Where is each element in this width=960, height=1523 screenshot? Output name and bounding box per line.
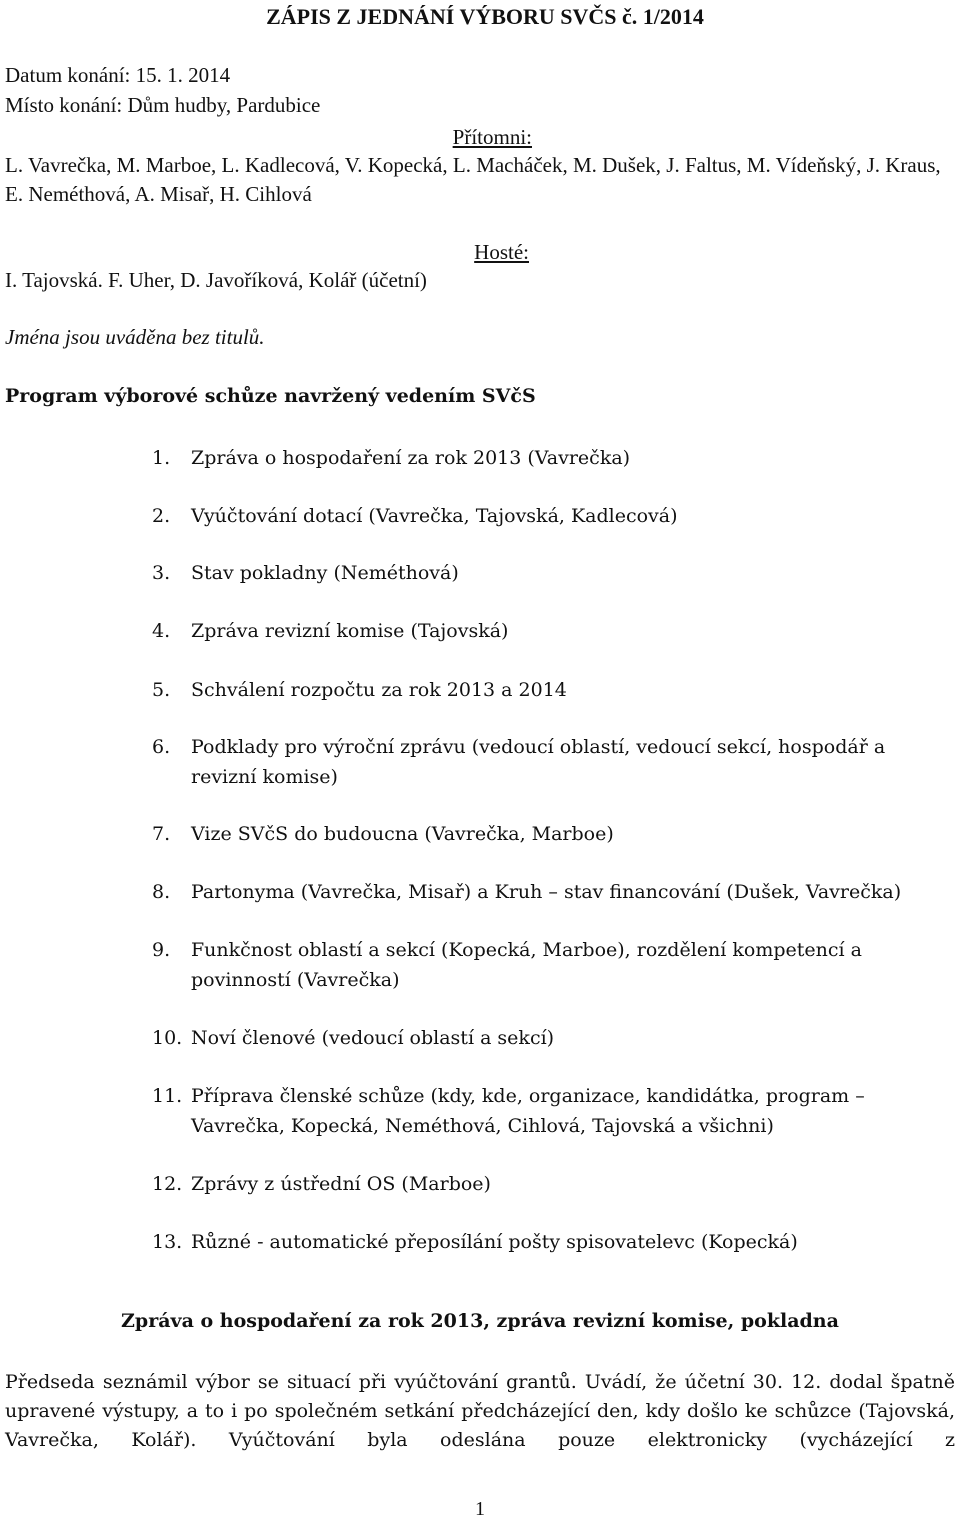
present-label: Přítomni: bbox=[452, 125, 532, 149]
program-heading: Program výborové schůze navržený vedením SVčS bbox=[5, 385, 536, 407]
agenda-item-number: 11. bbox=[152, 1085, 183, 1107]
agenda-item-text: Noví členové (vedoucí oblastí a sekcí) bbox=[191, 1027, 555, 1049]
page-number: 1 bbox=[475, 1498, 485, 1520]
agenda-item-number: 4. bbox=[152, 620, 171, 642]
agenda-item-number: 13. bbox=[152, 1231, 183, 1253]
agenda-item-number: 8. bbox=[152, 881, 171, 903]
agenda-item-number: 12. bbox=[152, 1173, 183, 1195]
agenda-item-text: Vize SVčS do budoucna (Vavrečka, Marboe) bbox=[191, 823, 614, 845]
agenda-item-text: Stav pokladny (Neméthová) bbox=[191, 562, 459, 584]
document-title: ZÁPIS Z JEDNÁNÍ VÝBORU SVČS č. 1/2014 bbox=[266, 4, 704, 29]
agenda-item-number: 5. bbox=[152, 679, 171, 701]
agenda-item-text: Podklady pro výroční zprávu (vedoucí oblastí, vedoucí sekcí, hospodář a revizní komise) bbox=[191, 736, 886, 788]
agenda-item-text: Vyúčtování dotací (Vavrečka, Tajovská, Kadlecová) bbox=[191, 505, 678, 527]
agenda-item-number: 2. bbox=[152, 505, 171, 527]
guests-names: I. Tajovská. F. Uher, D. Javoříková, Kolář (účetní) bbox=[5, 268, 427, 292]
present-names: L. Vavrečka, M. Marboe, L. Kadlecová, V. Kopecká, L. Macháček, M. Dušek, J. Faltus, M. Vídeňský, J. Kraus, E. Neméthová, A. Misař, H. Cihlová bbox=[5, 153, 941, 206]
agenda-item-number: 10. bbox=[152, 1027, 183, 1049]
guests-label: Hosté: bbox=[474, 240, 529, 264]
section-heading: Zpráva o hospodaření za rok 2013, zpráva revizní komise, pokladna bbox=[121, 1310, 839, 1332]
agenda-item-text: Zprávy z ústřední OS (Marboe) bbox=[191, 1173, 491, 1195]
agenda-item-text: Partonyma (Vavrečka, Misař) a Kruh – stav financování (Dušek, Vavrečka) bbox=[191, 881, 902, 903]
agenda-item-number: 3. bbox=[152, 562, 171, 584]
agenda-item-number: 9. bbox=[152, 939, 171, 961]
names-note: Jména jsou uváděna bez titulů. bbox=[5, 325, 265, 349]
agenda-item-text: Funkčnost oblastí a sekcí (Kopecká, Marboe), rozdělení kompetencí a povinností (Vavrečka) bbox=[191, 939, 862, 991]
agenda-item-text: Příprava členské schůze (kdy, kde, organizace, kandidátka, program – Vavrečka, Kopecká, Neméthová, Cihlová, Tajovská a všichni) bbox=[191, 1085, 865, 1137]
body-paragraph: Předseda seznámil výbor se situací při vyúčtování grantů. Uvádí, že účetní 30. 12. dodal špatně upravené výstupy, a to i po společném setkání předcházející den, kdy došlo ke schůzce (Tajovská, Vavrečka, Kolář). Vyúčtování byla odeslána pouze elektronicky (vycházející z bbox=[5, 1371, 955, 1451]
agenda-item-text: Různé - automatické přeposílání pošty spisovatelevc (Kopecká) bbox=[191, 1231, 798, 1253]
agenda-item-text: Zpráva o hospodaření za rok 2013 (Vavrečka) bbox=[191, 447, 631, 469]
agenda-item-number: 1. bbox=[152, 447, 171, 469]
meeting-date: Datum konání: 15. 1. 2014 bbox=[5, 63, 231, 87]
agenda-item-text: Schválení rozpočtu za rok 2013 a 2014 bbox=[191, 679, 567, 701]
agenda-item-text: Zpráva revizní komise (Tajovská) bbox=[191, 620, 509, 642]
meeting-place: Místo konání: Dům hudby, Pardubice bbox=[5, 93, 321, 117]
agenda-item-number: 7. bbox=[152, 823, 171, 845]
agenda-item-number: 6. bbox=[152, 736, 171, 758]
